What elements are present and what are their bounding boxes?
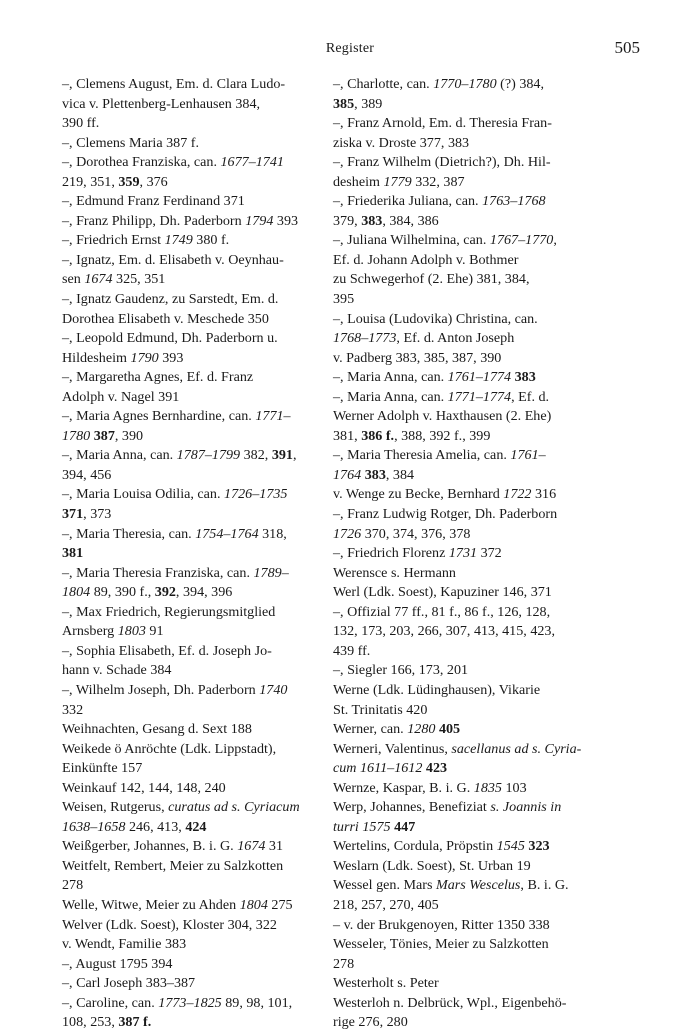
index-entry [62, 153, 316, 192]
index-entry [333, 114, 587, 153]
index-entry-line: Wessel gen. Mars Mars Wescelus, B. i. G. [333, 877, 569, 894]
index-entry-line: –, Juliana Wilhelmina, can. 1767–1770, [333, 232, 557, 249]
index-entry-line: Adolph v. Nagel 391 [62, 388, 180, 405]
index-entry [333, 368, 587, 388]
index-entry-line: Weslarn (Ldk. Soest), St. Urban 19 [333, 857, 531, 874]
index-entry-line: Werner, can. 1280 405 [333, 721, 461, 738]
index-entry [62, 955, 316, 975]
index-entry-line: Werp, Johannes, Benefiziat s. Joannis in [333, 799, 562, 816]
index-entry-line: 219, 351, 359, 376 [62, 173, 168, 190]
index-entry-line: 1638–1658 246, 413, 424 [62, 818, 207, 835]
index-entry [333, 661, 587, 681]
index-entry [333, 740, 587, 779]
index-entry [333, 603, 587, 662]
index-entry [62, 916, 316, 936]
index-entry-line: –, Franz Wilhelm (Dietrich?), Dh. Hil- [333, 154, 551, 171]
index-entry-line: 439 ff. [333, 642, 371, 659]
page-number: 505 [614, 38, 640, 57]
index-entry-line: Werl (Ldk. Soest), Kapuziner 146, 371 [333, 584, 552, 601]
index-entry-line: –, Franz Philipp, Dh. Paderborn 1794 393 [62, 212, 299, 229]
index-entry [333, 916, 587, 936]
index-entry [62, 329, 316, 368]
index-entry [333, 720, 587, 740]
index-entry-line: Einkünfte 157 [62, 760, 143, 777]
index-entry-line: –, Max Friedrich, Regierungsmitglied [62, 603, 276, 620]
index-entry-line: v. Padberg 383, 385, 387, 390 [333, 349, 502, 366]
index-entry [333, 583, 587, 603]
index-entry [333, 974, 587, 994]
index-entry [333, 153, 587, 192]
index-entry-line: Werensce s. Hermann [333, 564, 456, 581]
index-entry-line: –, Maria Anna, can. 1761–1774 383 [333, 369, 536, 386]
index-entry [333, 544, 587, 564]
index-entry-line: –, Friedrich Florenz 1731 372 [333, 545, 502, 562]
index-entry-line: 218, 257, 270, 405 [333, 896, 439, 913]
index-entry-line: Welle, Witwe, Meier zu Ahden 1804 275 [62, 896, 293, 913]
index-entry [333, 388, 587, 447]
index-entry [62, 994, 316, 1033]
index-entry [333, 485, 587, 505]
index-entry-line: –, Dorothea Franziska, can. 1677–1741 [62, 154, 284, 171]
index-entry-line: ziska v. Droste 377, 383 [333, 134, 470, 151]
index-entry-line: –, Friedrich Ernst 1749 380 f. [62, 232, 230, 249]
index-entry-line: Arnsberg 1803 91 [62, 623, 164, 640]
index-entry-line: –, Maria Louisa Odilia, can. 1726–1735 [62, 486, 288, 503]
index-entry-line: vica v. Plettenberg-Lenhausen 384, [62, 95, 261, 112]
index-entry [62, 896, 316, 916]
index-entry-line: 1804 89, 390 f., 392, 394, 396 [62, 584, 233, 601]
index-entry-line: 278 [62, 877, 84, 894]
index-entry-line: 1726 370, 374, 376, 378 [333, 525, 471, 542]
index-entry [62, 407, 316, 446]
index-entry [62, 798, 316, 837]
index-entry-line: v. Wenge zu Becke, Bernhard 1722 316 [333, 486, 557, 503]
index-entry [62, 485, 316, 524]
index-entry [62, 290, 316, 329]
index-entry [62, 740, 316, 779]
index-entry-line: 1768–1773, Ef. d. Anton Joseph [333, 330, 515, 347]
index-entry-line: 395 [333, 291, 355, 308]
index-entry [333, 935, 587, 974]
index-entry-line: Weinkauf 142, 144, 148, 240 [62, 779, 226, 796]
index-entry-line: Westerloh n. Delbrück, Wpl., Eigenbehö- [333, 994, 567, 1011]
index-entry-line: Westerholt s. Peter [333, 975, 439, 992]
index-entry-line: Werner Adolph v. Haxthausen (2. Ehe) [333, 408, 552, 425]
index-entry [62, 857, 316, 896]
index-entry [62, 603, 316, 642]
index-entry-line: Weihnachten, Gesang d. Sext 188 [62, 721, 252, 738]
index-entry [333, 837, 587, 857]
index-entry-line: –, Margaretha Agnes, Ef. d. Franz [62, 369, 254, 386]
index-entry [62, 251, 316, 290]
index-entry-line: 394, 456 [62, 466, 112, 483]
index-entry-line: –, Maria Anna, can. 1771–1774, Ef. d. [333, 388, 550, 405]
index-entry [333, 75, 587, 114]
left-column [62, 75, 316, 1033]
index-entry-line: 371, 373 [62, 506, 112, 523]
index-entry-line: desheim 1779 332, 387 [333, 173, 465, 190]
index-entry-line: 381 [62, 545, 84, 562]
index-entry-line: –, Edmund Franz Ferdinand 371 [62, 193, 245, 210]
index-entry [62, 681, 316, 720]
running-title: Register [325, 41, 375, 56]
index-entry [333, 505, 587, 544]
index-entry [333, 994, 587, 1033]
index-entry-line: –, Carl Joseph 383–387 [62, 975, 196, 992]
index-entry [62, 192, 316, 212]
index-entry [62, 564, 316, 603]
index-entry-line: 278 [333, 955, 355, 972]
index-entry-line: –, Maria Agnes Bernhardine, can. 1771– [62, 408, 291, 425]
index-entry-line: Wernze, Kaspar, B. i. G. 1835 103 [333, 779, 527, 796]
index-entry-line: 108, 253, 387 f. [62, 1014, 152, 1031]
index-entry-line: Werneri, Valentinus, sacellanus ad s. Cyria- [333, 740, 582, 757]
index-entry-line: 1764 383, 384 [333, 466, 415, 483]
index-entry-line: Weisen, Rutgerus, curatus ad s. Cyriacum [62, 799, 300, 816]
index-entry-line: 390 ff. [62, 115, 100, 132]
index-entry-line: Hildesheim 1790 393 [62, 349, 184, 366]
index-entry [62, 837, 316, 857]
index-entry [333, 192, 587, 231]
index-entry-line: Werne (Ldk. Lüdinghausen), Vikarie [333, 681, 541, 698]
index-entry-line: Weikede ö Anröchte (Ldk. Lippstadt), [62, 740, 277, 757]
index-entry-line: –, Maria Theresia, can. 1754–1764 318, [62, 525, 287, 542]
index-entry [333, 876, 587, 915]
index-entry-line: –, Franz Arnold, Em. d. Theresia Fran- [333, 115, 552, 132]
index-entry [333, 564, 587, 584]
index-entry [333, 857, 587, 877]
index-entry-line: Weitfelt, Rembert, Meier zu Salzkotten [62, 857, 284, 874]
index-entry-line: –, Leopold Edmund, Dh. Paderborn u. [62, 330, 278, 347]
index-entry-line: 132, 173, 203, 266, 307, 413, 415, 423, [333, 623, 555, 640]
index-entry-line: –, Friederika Juliana, can. 1763–1768 [333, 193, 546, 210]
index-entry-line: –, Caroline, can. 1773–1825 89, 98, 101, [62, 994, 293, 1011]
index-entry [62, 779, 316, 799]
index-entry [62, 525, 316, 564]
index-entry-line: sen 1674 325, 351 [62, 271, 166, 288]
index-entry-line: –, Maria Anna, can. 1787–1799 382, 391, [62, 447, 297, 464]
index-entry-line: St. Trinitatis 420 [333, 701, 428, 718]
index-entry [62, 368, 316, 407]
right-column [333, 75, 587, 1033]
index-entry [333, 310, 587, 369]
index-entry [62, 642, 316, 681]
index-entry-line: 379, 383, 384, 386 [333, 212, 439, 229]
index-entry-line: –, August 1795 394 [62, 955, 173, 972]
index-entry-line: Welver (Ldk. Soest), Kloster 304, 322 [62, 916, 277, 933]
index-entry-line: 385, 389 [333, 95, 383, 112]
index-entry [62, 134, 316, 154]
index-entry-line: zu Schwegerhof (2. Ehe) 381, 384, [333, 271, 530, 288]
index-entry [333, 798, 587, 837]
index-entry [62, 720, 316, 740]
index-entry [333, 446, 587, 485]
index-entry-line: –, Ignatz Gaudenz, zu Sarstedt, Em. d. [62, 291, 279, 308]
index-entry-line: Dorothea Elisabeth v. Meschede 350 [62, 310, 269, 327]
index-entry [333, 681, 587, 720]
index-entry-line: –, Ignatz, Em. d. Elisabeth v. Oeynhau- [62, 251, 284, 268]
index-entry-line: –, Charlotte, can. 1770–1780 (?) 384, [333, 76, 544, 92]
index-entry [333, 231, 587, 309]
index-entry-line: –, Maria Theresia Franziska, can. 1789– [62, 564, 289, 581]
index-entry [62, 935, 316, 955]
index-entry-line: Wertelins, Cordula, Pröpstin 1545 323 [333, 838, 550, 855]
index-entry [62, 974, 316, 994]
index-entry-line: cum 1611–1612 423 [333, 760, 448, 777]
index-entry-line: turri 1575 447 [333, 818, 416, 835]
index-entry-line: hann v. Schade 384 [62, 662, 172, 679]
index-entry-line: Wesseler, Tönies, Meier zu Salzkotten [333, 936, 549, 953]
index-entry-line: 332 [62, 701, 84, 718]
index-entry [62, 231, 316, 251]
index-entry-line: –, Clemens August, Em. d. Clara Ludo- [62, 76, 286, 92]
index-entry-line: v. Wendt, Familie 383 [62, 936, 187, 953]
index-entry-line: –, Louisa (Ludovika) Christina, can. [333, 310, 538, 327]
index-entry [62, 75, 316, 134]
index-entry-line: –, Sophia Elisabeth, Ef. d. Joseph Jo- [62, 642, 272, 659]
index-entry [62, 212, 316, 232]
index-entry-line: –, Maria Theresia Amelia, can. 1761– [333, 447, 546, 464]
index-entry [62, 446, 316, 485]
index-entry [333, 779, 587, 799]
index-entry-line: 1780 387, 390 [62, 427, 144, 444]
index-entry-line: –, Wilhelm Joseph, Dh. Paderborn 1740 [62, 681, 288, 698]
index-entry-line: rige 276, 280 [333, 1014, 408, 1031]
index-entry-line: – v. der Brukgenoyen, Ritter 1350 338 [333, 916, 550, 933]
index-entry-line: –, Offizial 77 ff., 81 f., 86 f., 126, 128, [333, 603, 551, 620]
index-entry-line: Ef. d. Johann Adolph v. Bothmer [333, 251, 519, 268]
index-entry-line: 381, 386 f., 388, 392 f., 399 [333, 427, 491, 444]
index-entry-line: Weißgerber, Johannes, B. i. G. 1674 31 [62, 838, 284, 855]
running-header [60, 38, 640, 62]
index-entry-line: –, Franz Ludwig Rotger, Dh. Paderborn [333, 506, 558, 523]
index-entry-line: –, Siegler 166, 173, 201 [333, 662, 469, 679]
index-entry-line: –, Clemens Maria 387 f. [62, 134, 199, 151]
